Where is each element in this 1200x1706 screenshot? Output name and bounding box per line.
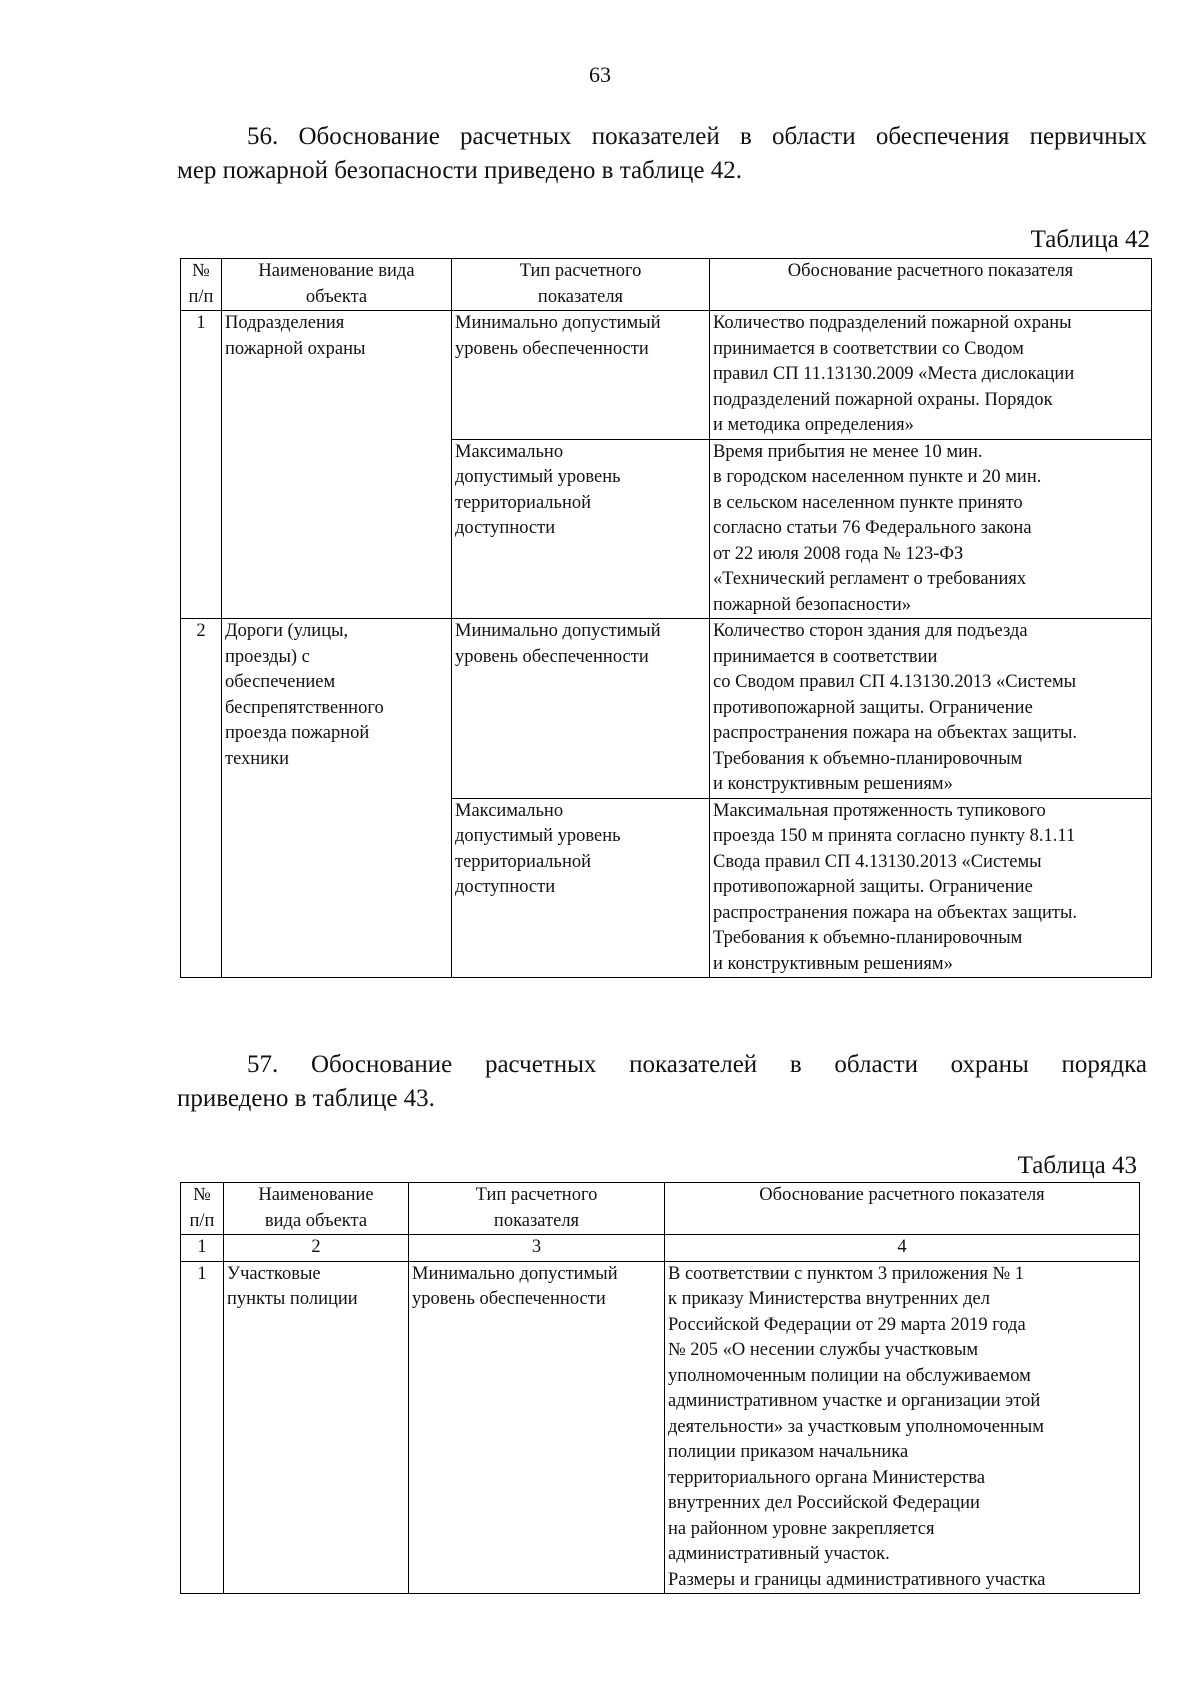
section-56-paragraph: [177, 120, 1147, 188]
header-num: № п/п: [181, 259, 222, 311]
object-name-cell: Дороги (улицы, проезды) с обеспечением беспрепятственного проезда пожарной техники: [222, 619, 452, 978]
basis-cell: Количество сторон здания для подъезда принимается в соответствии со Сводом правил СП 4.13130.2013 «Системы противопожарной защиты. Ограничение распространения пожара на объектах защиты. Требования к объемно-планировочным и конструктивным решениям»: [710, 619, 1152, 799]
indicator-type-cell: Минимально допустимый уровень обеспеченности: [452, 311, 710, 440]
section-56-line-2: мер пожарной безопасности приведено в таблице 42.: [177, 157, 742, 184]
header-object-name: Наименование вида объекта: [222, 259, 452, 311]
basis-cell: Максимальная протяженность тупикового проезда 150 м принята согласно пункту 8.1.11 Свода правил СП 4.13130.2013 «Системы противопожарной защиты. Ограничение распространения пожара на объектах защиты. Требования к объемно-планировочным и конструктивным решениям»: [710, 798, 1152, 978]
table-header-row: [181, 259, 1152, 311]
column-number: 1: [181, 1235, 224, 1262]
basis-cell: В соответствии с пунктом 3 приложения № 1 к приказу Министерства внутренних дел Российской Федерации от 29 марта 2019 года № 205 «О несении службы участковым уполномоченным полиции на обслуживаемом административном участке и организации этой деятельности» за участковым уполномоченным полиции приказом начальника территориального органа Министерства внутренних дел Российской Федерации на районном уровне закрепляется административный участок. Размеры и границы административного участка: [665, 1261, 1140, 1594]
object-name-cell: Подразделения пожарной охраны: [222, 311, 452, 619]
row-number: 1: [181, 311, 222, 619]
basis-cell: Время прибытия не менее 10 мин. в городском населенном пункте и 20 мин. в сельском населенном пункте принято согласно статьи 76 Федерального закона от 22 июля 2008 года № 123-ФЗ «Технический регламент о требованиях пожарной безопасности»: [710, 439, 1152, 619]
indicator-type-cell: Минимально допустимый уровень обеспеченности: [452, 619, 710, 799]
header-basis: Обоснование расчетного показателя: [710, 259, 1152, 311]
table-row: [181, 311, 1152, 440]
section-57-paragraph: [177, 1048, 1147, 1116]
section-57-line-1: 57. Обоснование расчетных показателей в области охраны порядка: [247, 1051, 1147, 1078]
page-number: 63: [589, 62, 611, 87]
table-header-row: [181, 1183, 1140, 1235]
section-57-line-2: приведено в таблице 43.: [177, 1085, 435, 1112]
indicator-type-cell: Максимально допустимый уровень территориальной доступности: [452, 798, 710, 978]
header-basis: Обоснование расчетного показателя: [665, 1183, 1140, 1235]
column-number: 4: [665, 1235, 1140, 1262]
header-indicator-type: Тип расчетного показателя: [452, 259, 710, 311]
column-number: 3: [409, 1235, 665, 1262]
column-number: 2: [224, 1235, 409, 1262]
table-42-caption: Таблица 42: [1030, 226, 1150, 253]
table-43: [180, 1182, 1140, 1594]
header-indicator-type: Тип расчетного показателя: [409, 1183, 665, 1235]
header-object-name: Наименование вида объекта: [224, 1183, 409, 1235]
indicator-type-cell: Минимально допустимый уровень обеспеченности: [409, 1261, 665, 1594]
table-43-caption: Таблица 43: [1017, 1152, 1137, 1179]
indicator-type-cell: Максимально допустимый уровень территориальной доступности: [452, 439, 710, 619]
header-num: № п/п: [181, 1183, 224, 1235]
table-row: [181, 619, 1152, 799]
table-row: [181, 1261, 1140, 1594]
table-42: [180, 258, 1152, 978]
column-numbers-row: [181, 1235, 1140, 1262]
object-name-cell: Участковые пункты полиции: [224, 1261, 409, 1594]
row-number: 2: [181, 619, 222, 978]
row-number: 1: [181, 1261, 224, 1594]
basis-cell: Количество подразделений пожарной охраны принимается в соответствии со Сводом правил СП 11.13130.2009 «Места дислокации подразделений пожарной охраны. Порядок и методика определения»: [710, 311, 1152, 440]
section-56-line-1: 56. Обоснование расчетных показателей в области обеспечения первичных: [247, 123, 1147, 150]
